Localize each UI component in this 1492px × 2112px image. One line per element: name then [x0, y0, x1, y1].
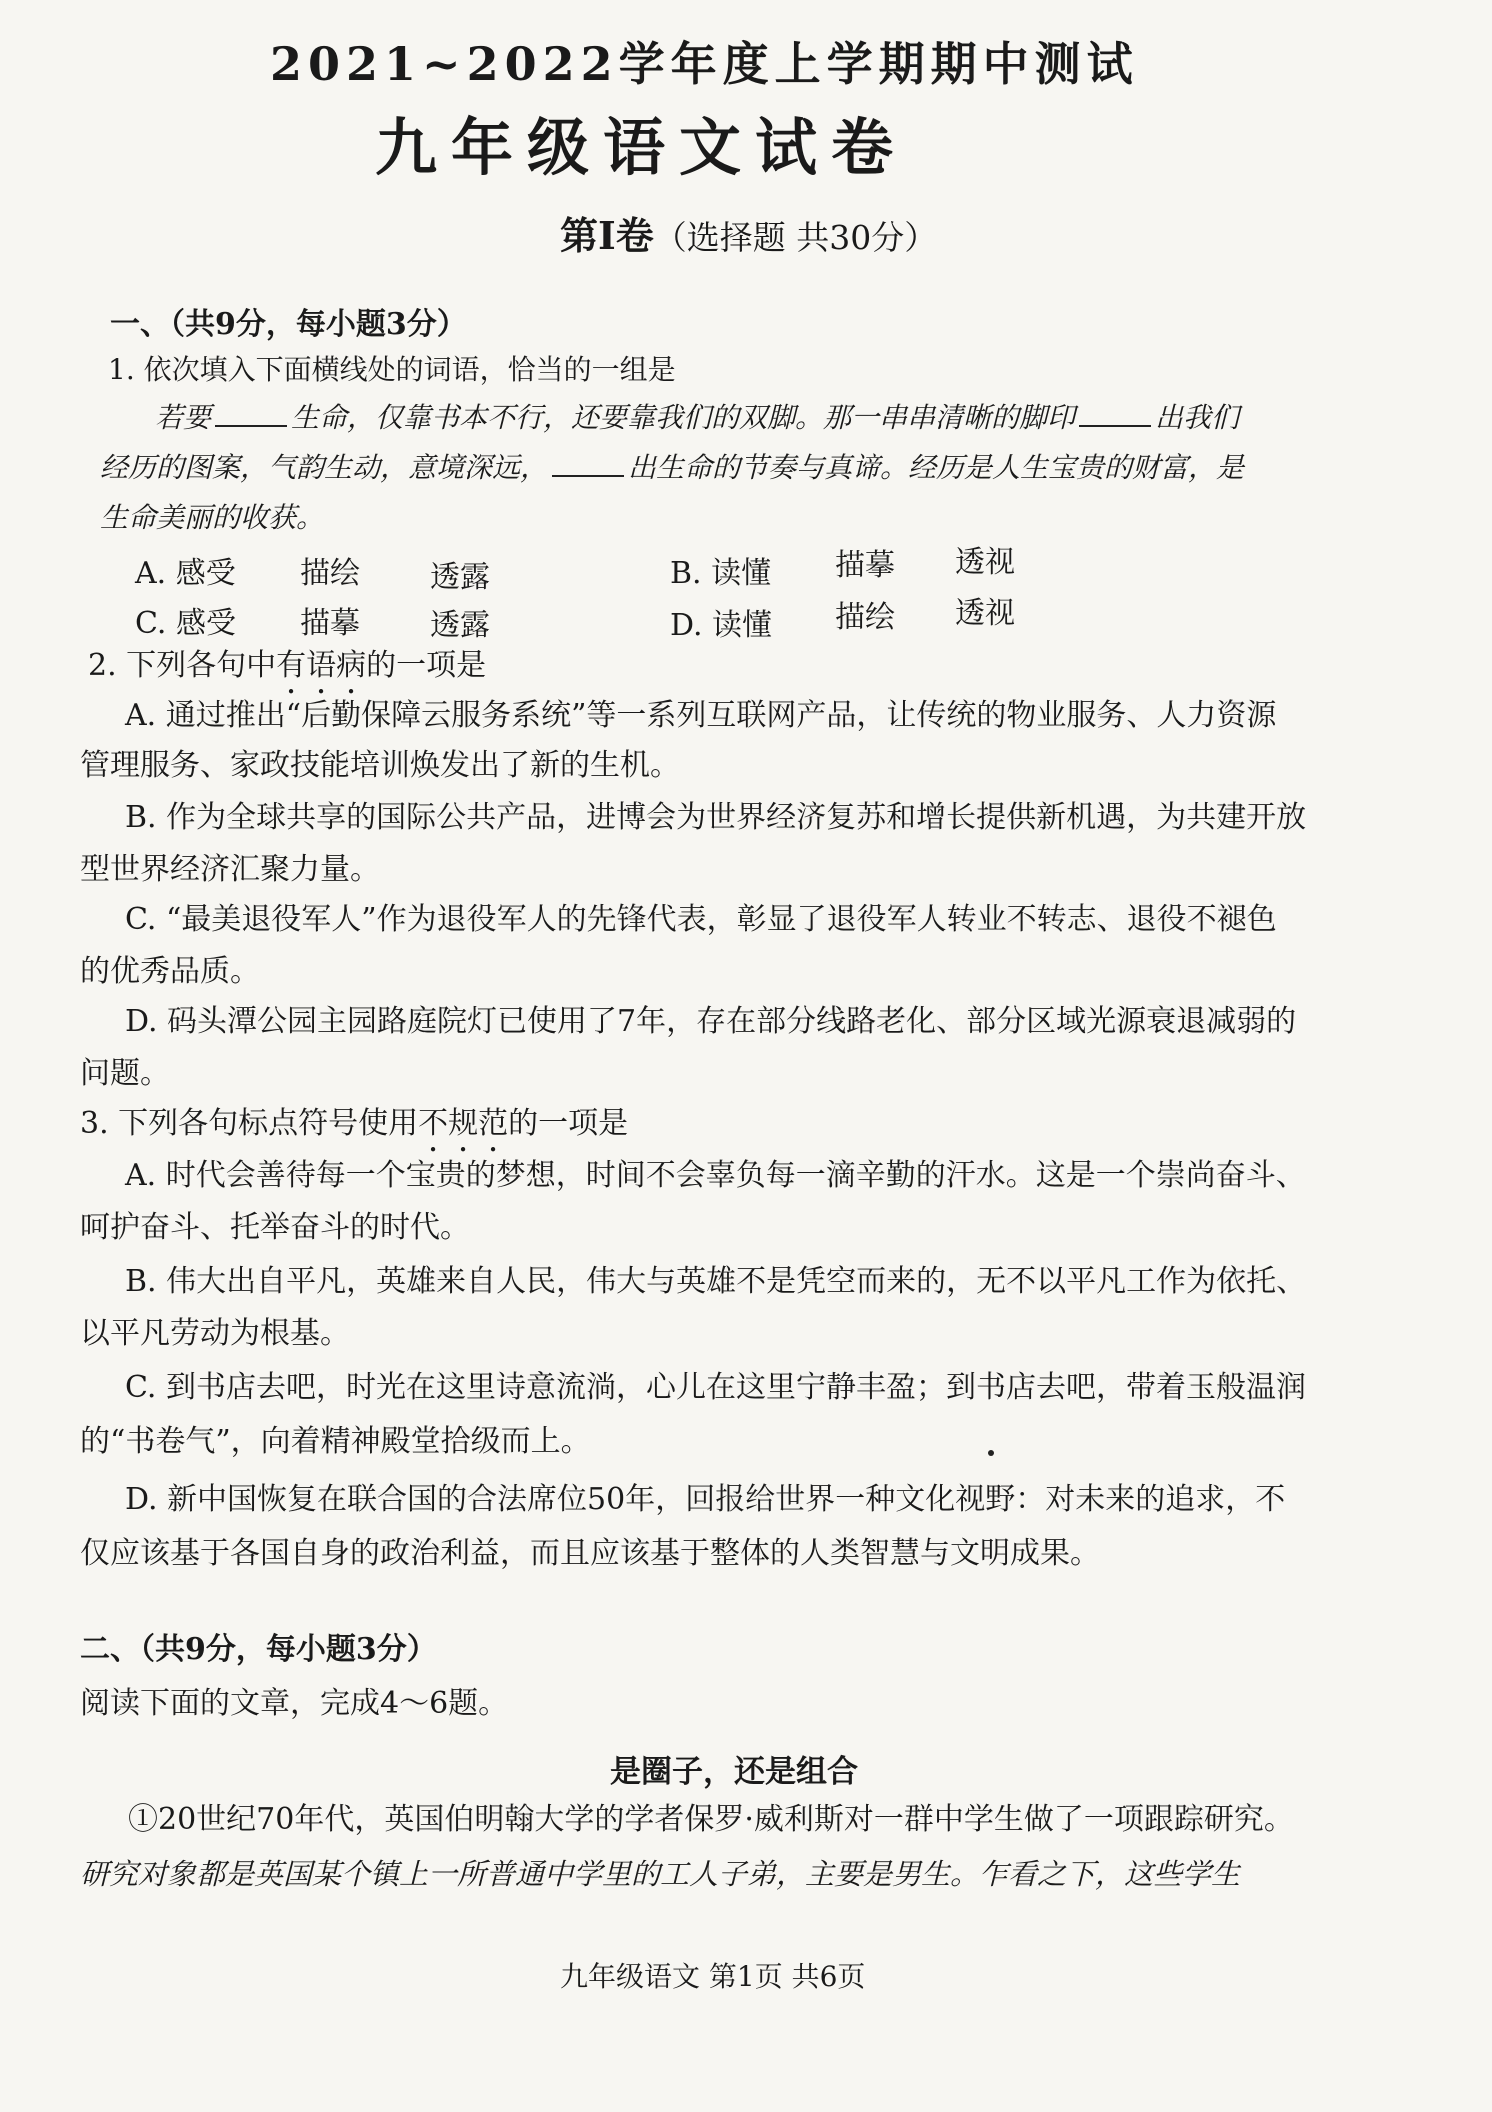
q2-option-d-line2: 问题。 [80, 1056, 170, 1091]
q1-option-c-w3: 透露 [430, 608, 490, 643]
q3-option-c-line1: C. 到书店去吧，时光在这里诗意流淌，心儿在这里宁静丰盈；到书店去吧，带着玉般温润 [125, 1370, 1306, 1405]
article-paragraph1-line1: ①20世纪70年代，英国伯明翰大学的学者保罗·威利斯对一群中学生做了一项跟踪研究。 [128, 1802, 1294, 1837]
q1-blank-1 [215, 401, 287, 427]
part-subtitle: （选择题 共30分） [653, 218, 938, 257]
q3-option-a-line2: 呵护奋斗、托举奋斗的时代。 [80, 1210, 470, 1245]
q2-option-c-line2: 的优秀品质。 [80, 954, 260, 989]
q2-emphasis: 有语病 [276, 648, 367, 683]
page-footer: 九年级语文 第1页 共6页 [560, 1960, 866, 1993]
q1-option-c: C. 感受 [135, 606, 236, 641]
q1-option-c-w2: 描摹 [300, 606, 360, 641]
q2-option-b-line2: 型世界经济汇聚力量。 [80, 852, 380, 887]
q1-blank-2 [1079, 401, 1151, 427]
article-paragraph1-line2: 研究对象都是英国某个镇上一所普通中学里的工人子弟，主要是男生。乍看之下，这些学生 [80, 1857, 1241, 1891]
q3-option-d-line1: D. 新中国恢复在联合国的合法席位50年，回报给世界一种文化视野：对未来的追求，不 [125, 1482, 1286, 1517]
exam-title-line2: 九年级语文试卷 [375, 111, 908, 184]
q2-option-a-line2: 管理服务、家政技能培训焕发出了新的生机。 [80, 748, 680, 783]
q3-option-a-line1: A. 时代会善待每一个宝贵的梦想，时间不会辜负每一滴辛勤的汗水。这是一个崇尚奋斗、 [125, 1158, 1306, 1193]
q2-option-d-line1: D. 码头潭公园主园路庭院灯已使用了7年，存在部分线路老化、部分区域光源衰退减弱的 [125, 1004, 1297, 1039]
stray-mark [988, 1450, 994, 1456]
q1-passage-line1: 若要 生命，仅靠书本不行，还要靠我们的双脚。那一串串清晰的脚印 出我们 [155, 401, 1240, 434]
q1-option-b-w2: 描摹 [835, 548, 895, 583]
exam-title-line1: 2021~2022学年度上学期期中测试 [270, 37, 1139, 91]
section2-heading: 二、（共9分，每小题3分） [80, 1632, 437, 1667]
part-label: 第Ⅰ卷 [560, 213, 654, 258]
q1-option-a-w3: 透露 [430, 560, 490, 595]
q1-option-d-w3: 透视 [955, 596, 1015, 631]
q3-stem: 3. 下列各句标点符号使用不规范的一项是 [80, 1106, 629, 1141]
part-title [560, 205, 937, 260]
q2-option-b-line1: B. 作为全球共享的国际公共产品，进博会为世界经济复苏和增长提供新机遇，为共建开放 [125, 800, 1307, 835]
q1-option-b: B. 读懂 [670, 556, 772, 591]
q1-option-d-w2: 描绘 [835, 600, 895, 635]
q1-option-d: D. 读懂 [670, 608, 773, 643]
q1-option-a: A. 感受 [135, 556, 236, 591]
q3-option-b-line2: 以平凡劳动为根基。 [80, 1316, 350, 1351]
section1-heading: 一、（共9分，每小题3分） [110, 307, 467, 342]
q2-option-c-line1: C. “最美退役军人”作为退役军人的先锋代表，彰显了退役军人转业不转志、退役不褪色 [125, 902, 1277, 937]
q3-option-c-line2: 的“书卷气”，向着精神殿堂拾级而上。 [80, 1424, 591, 1459]
q2-option-a-line1: A. 通过推出“后勤保障云服务系统”等一系列互联网产品，让传统的物业服务、人力资源 [125, 698, 1277, 733]
article-title: 是圈子，还是组合 [610, 1754, 858, 1790]
q1-option-b-w3: 透视 [955, 545, 1015, 580]
q1-option-a-w2: 描绘 [300, 556, 360, 591]
q1-stem: 1. 依次填入下面横线处的词语，恰当的一组是 [108, 353, 676, 386]
q3-option-b-line1: B. 伟大出自平凡，英雄来自人民，伟大与英雄不是凭空而来的，无不以平凡工作为依托、 [125, 1264, 1307, 1299]
q1-blank-3 [552, 451, 624, 477]
q1-passage-line2: 经历的图案，气韵生动，意境深远， 出生命的节奏与真谛。经历是人生宝贵的财富，是 [100, 451, 1245, 484]
section2-instruction: 阅读下面的文章，完成4～6题。 [80, 1686, 509, 1721]
q3-option-d-line2: 仅应该基于各国自身的政治利益，而且应该基于整体的人类智慧与文明成果。 [80, 1536, 1100, 1571]
q1-passage-line3: 生命美丽的收获。 [100, 501, 325, 534]
q3-emphasis: 不规范 [418, 1106, 509, 1141]
q2-stem: 2. 下列各句中有语病的一项是 [88, 648, 487, 683]
